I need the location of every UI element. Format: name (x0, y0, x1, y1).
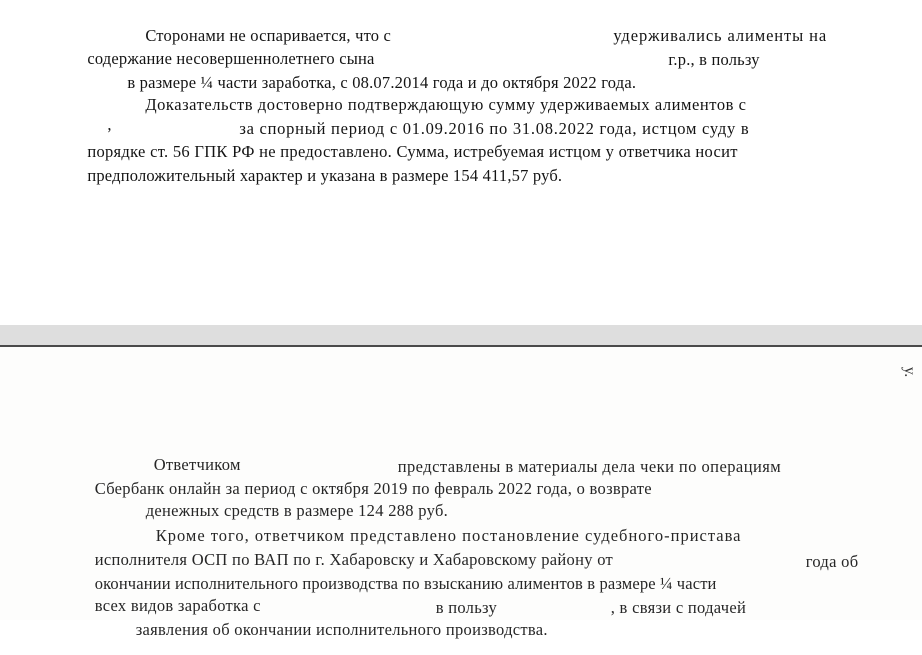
text-fragment: Сбербанк онлайн за период с октября 2019 по февраль 2022 года, о возврате (94, 478, 652, 498)
text-fragment: , в связи с подачей (610, 597, 747, 617)
text-fragment: в размере ¼ части заработка, с 08.07.2014 года и до октября 2022 года. (127, 72, 637, 92)
text-fragment: денежных средств в размере 124 288 руб. (145, 500, 449, 520)
text-fragment: заявления об окончании исполнительного производства. (135, 619, 548, 639)
text-line (593, 583, 746, 633)
text-fragment: Сторонами не оспаривается, что с (145, 25, 392, 45)
text-fragment: порядке ст. 56 ГПК РФ не предоставлено. Сумма, истребуемая истцом у ответчика носит (87, 141, 738, 161)
text-line (118, 605, 548, 655)
text-line (70, 151, 562, 201)
text-fragment: , (107, 114, 112, 134)
text-fragment: окончании исполнительного производства по взысканию алиментов в размере ¼ части (94, 573, 717, 593)
margin-handwritten-mark: у. (900, 366, 918, 378)
text-fragment: Ответчиком (153, 454, 241, 474)
text-fragment: удерживались алименты на (613, 25, 828, 45)
text-fragment: года об (805, 551, 859, 571)
text-fragment: за спорный период с 01.09.2016 по 31.08.2022 года, истцом суду в (239, 118, 750, 138)
text-fragment: представлены в материалы дела чеки по операциям (397, 456, 782, 476)
document-page-top (0, 0, 922, 325)
text-fragment: исполнителя ОСП по ВАП по г. Хабаровску и Хабаровскому району от (94, 549, 614, 569)
text-fragment: г.р., в пользу (668, 49, 760, 69)
text-line (788, 537, 858, 587)
text-fragment: в пользу (435, 597, 498, 617)
text-fragment: Кроме того, ответчиком представлено постановление судебного-пристава (155, 525, 742, 545)
text-fragment: всех видов заработка с (94, 595, 261, 615)
document-page-bottom (0, 345, 922, 639)
text-fragment: предположительный характер и указана в размере 154 411,57 руб. (87, 165, 563, 185)
page-separator (0, 325, 922, 345)
text-line (651, 35, 760, 85)
text-fragment: Доказательств достоверно подтверждающую сумму удерживаемых алиментов с (145, 94, 747, 114)
text-fragment: содержание несовершеннолетнего сына (87, 48, 375, 68)
page-edge (0, 345, 922, 347)
